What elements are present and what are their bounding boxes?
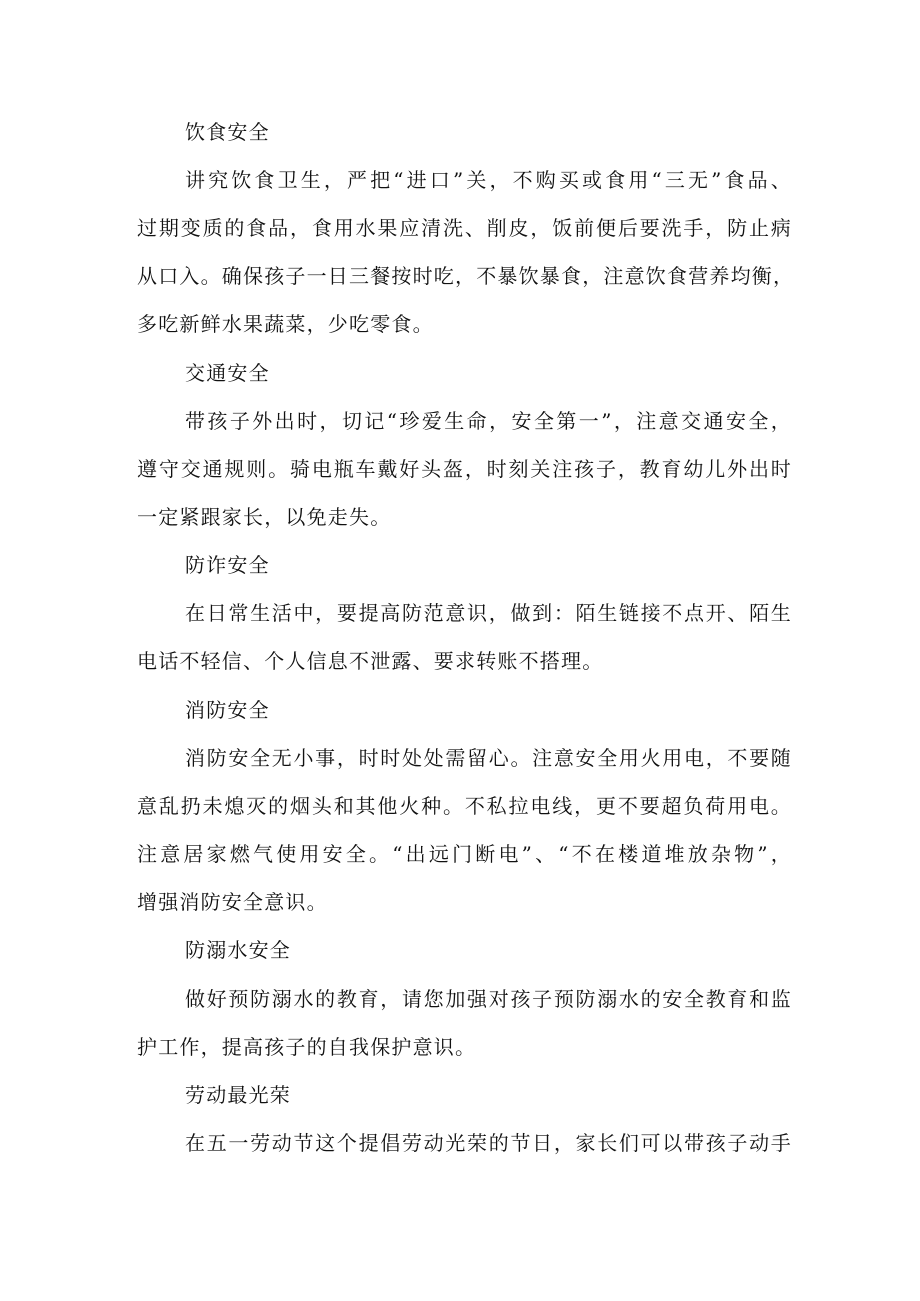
- paragraph-line: 注意居家燃气使用安全。“出远门断电”、“不在楼道堆放杂物”，: [137, 842, 792, 866]
- paragraph-line: 从口入。确保孩子一日三餐按时吃，不暴饮暴食，注意饮食营养均衡，: [137, 264, 795, 288]
- paragraph-line: 讲究饮食卫生，严把“进口”关，不购买或食用“三无”食品、: [185, 168, 792, 192]
- section-heading-traffic: 交通安全: [185, 361, 270, 385]
- paragraph-line: 带孩子外出时，切记“珍爱生命，安全第一”，注意交通安全，: [185, 409, 792, 433]
- paragraph-line: 一定紧跟家长，以免走失。: [137, 505, 392, 529]
- paragraph-line: 增强消防安全意识。: [137, 890, 328, 914]
- paragraph-line: 做好预防溺水的教育，请您加强对孩子预防溺水的安全教育和监: [185, 987, 792, 1011]
- paragraph-line: 遵守交通规则。骑电瓶车戴好头盔，时刻关注孩子，教育幼儿外出时: [137, 457, 792, 481]
- paragraph-line: 电话不轻信、个人信息不泄露、要求转账不搭理。: [137, 649, 604, 673]
- paragraph-line: 意乱扔未熄灭的烟头和其他火种。不私拉电线，更不要超负荷用电。: [137, 794, 792, 818]
- paragraph-line: 护工作，提高孩子的自我保护意识。: [137, 1035, 477, 1059]
- paragraph-line: 多吃新鲜水果蔬菜，少吃零食。: [137, 312, 434, 336]
- paragraph-line: 过期变质的食品，食用水果应清洗、削皮，饭前便后要洗手，防止病: [137, 216, 792, 240]
- section-heading-labor: 劳动最光荣: [185, 1083, 291, 1107]
- section-heading-drowning-prevention: 防溺水安全: [185, 938, 291, 962]
- paragraph-line: 在五一劳动节这个提倡劳动光荣的节日，家长们可以带孩子动手: [185, 1131, 792, 1155]
- section-heading-fire-safety: 消防安全: [185, 698, 270, 722]
- section-heading-anti-fraud: 防诈安全: [185, 553, 270, 577]
- paragraph-line: 消防安全无小事，时时处处需留心。注意安全用火用电，不要随: [185, 746, 792, 770]
- section-heading-diet: 饮食安全: [185, 120, 270, 144]
- paragraph-line: 在日常生活中，要提高防范意识，做到：陌生链接不点开、陌生: [185, 601, 792, 625]
